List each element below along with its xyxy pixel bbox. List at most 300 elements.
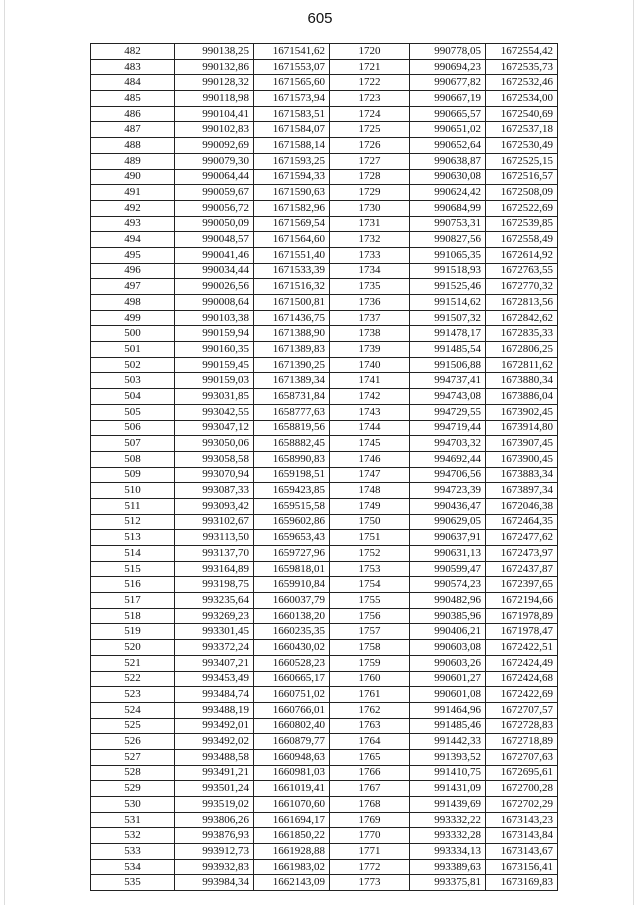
table-row	[91, 310, 558, 326]
x-coordinate-right: 990601,08	[410, 687, 486, 703]
point-number-right: 1769	[330, 812, 410, 828]
y-coordinate-right: 1673143,23	[486, 812, 558, 828]
point-number-left: 511	[91, 498, 175, 514]
x-coordinate-left: 990034,44	[175, 263, 254, 279]
point-number-right: 1735	[330, 279, 410, 295]
y-coordinate-right: 1672718,89	[486, 734, 558, 750]
x-coordinate-left: 990128,32	[175, 75, 254, 91]
point-number-right: 1720	[330, 44, 410, 60]
x-coordinate-left: 993806,26	[175, 812, 254, 828]
point-number-right: 1750	[330, 514, 410, 530]
x-coordinate-right: 993389,63	[410, 859, 486, 875]
point-number-right: 1747	[330, 467, 410, 483]
point-number-right: 1726	[330, 138, 410, 154]
x-coordinate-right: 993375,81	[410, 875, 486, 891]
point-number-left: 518	[91, 608, 175, 624]
y-coordinate-right: 1672811,62	[486, 357, 558, 373]
point-number-right: 1741	[330, 373, 410, 389]
point-number-left: 484	[91, 75, 175, 91]
y-coordinate-right: 1672728,83	[486, 718, 558, 734]
point-number-left: 529	[91, 781, 175, 797]
point-number-left: 506	[91, 420, 175, 436]
y-coordinate-left: 1660430,02	[254, 640, 330, 656]
point-number-left: 523	[91, 687, 175, 703]
x-coordinate-right: 990667,19	[410, 91, 486, 107]
x-coordinate-right: 991065,35	[410, 247, 486, 263]
y-coordinate-right: 1672422,69	[486, 687, 558, 703]
table-row	[91, 702, 558, 718]
point-number-right: 1757	[330, 624, 410, 640]
x-coordinate-right: 990753,31	[410, 216, 486, 232]
x-coordinate-left: 993484,74	[175, 687, 254, 703]
x-coordinate-right: 990652,64	[410, 138, 486, 154]
x-coordinate-right: 991464,96	[410, 702, 486, 718]
x-coordinate-left: 993488,58	[175, 749, 254, 765]
table-row	[91, 749, 558, 765]
point-number-right: 1763	[330, 718, 410, 734]
x-coordinate-right: 993334,13	[410, 844, 486, 860]
x-coordinate-right: 990482,96	[410, 593, 486, 609]
point-number-right: 1730	[330, 200, 410, 216]
y-coordinate-left: 1671564,60	[254, 232, 330, 248]
point-number-left: 534	[91, 859, 175, 875]
y-coordinate-left: 1661850,22	[254, 828, 330, 844]
y-coordinate-left: 1660802,40	[254, 718, 330, 734]
table-row	[91, 122, 558, 138]
point-number-right: 1737	[330, 310, 410, 326]
point-number-right: 1764	[330, 734, 410, 750]
point-number-left: 502	[91, 357, 175, 373]
y-coordinate-right: 1672422,51	[486, 640, 558, 656]
x-coordinate-right: 990603,26	[410, 655, 486, 671]
y-coordinate-left: 1658819,56	[254, 420, 330, 436]
point-number-right: 1732	[330, 232, 410, 248]
point-number-left: 530	[91, 797, 175, 813]
table-row	[91, 75, 558, 91]
y-coordinate-left: 1671551,40	[254, 247, 330, 263]
point-number-right: 1756	[330, 608, 410, 624]
x-coordinate-right: 990599,47	[410, 561, 486, 577]
point-number-left: 509	[91, 467, 175, 483]
x-coordinate-left: 993453,49	[175, 671, 254, 687]
y-coordinate-left: 1659818,01	[254, 561, 330, 577]
table-row	[91, 389, 558, 405]
point-number-left: 504	[91, 389, 175, 405]
x-coordinate-left: 993070,94	[175, 467, 254, 483]
point-number-right: 1721	[330, 59, 410, 75]
point-number-left: 505	[91, 404, 175, 420]
point-number-left: 507	[91, 436, 175, 452]
y-coordinate-right: 1672806,25	[486, 342, 558, 358]
point-number-left: 495	[91, 247, 175, 263]
x-coordinate-right: 994729,55	[410, 404, 486, 420]
point-number-left: 508	[91, 451, 175, 467]
point-number-right: 1768	[330, 797, 410, 813]
x-coordinate-right: 990684,99	[410, 200, 486, 216]
y-coordinate-left: 1659602,86	[254, 514, 330, 530]
table-row	[91, 404, 558, 420]
table-row	[91, 200, 558, 216]
y-coordinate-left: 1671389,83	[254, 342, 330, 358]
x-coordinate-left: 990103,38	[175, 310, 254, 326]
point-number-left: 482	[91, 44, 175, 60]
x-coordinate-left: 993164,89	[175, 561, 254, 577]
y-coordinate-right: 1672397,65	[486, 577, 558, 593]
table-row	[91, 106, 558, 122]
table-row	[91, 91, 558, 107]
point-number-left: 510	[91, 483, 175, 499]
y-coordinate-left: 1661019,41	[254, 781, 330, 797]
point-number-right: 1748	[330, 483, 410, 499]
point-number-right: 1773	[330, 875, 410, 891]
table-row	[91, 608, 558, 624]
y-coordinate-right: 1672554,42	[486, 44, 558, 60]
y-coordinate-right: 1672540,69	[486, 106, 558, 122]
table-row	[91, 420, 558, 436]
coordinates-table-body	[91, 44, 558, 891]
point-number-left: 525	[91, 718, 175, 734]
x-coordinate-right: 990406,21	[410, 624, 486, 640]
point-number-left: 494	[91, 232, 175, 248]
table-row	[91, 59, 558, 75]
table-row	[91, 232, 558, 248]
x-coordinate-left: 990159,03	[175, 373, 254, 389]
x-coordinate-right: 990631,13	[410, 546, 486, 562]
table-row	[91, 844, 558, 860]
y-coordinate-right: 1672695,61	[486, 765, 558, 781]
y-coordinate-right: 1672508,09	[486, 185, 558, 201]
y-coordinate-left: 1661983,02	[254, 859, 330, 875]
table-row	[91, 624, 558, 640]
x-coordinate-left: 990102,83	[175, 122, 254, 138]
y-coordinate-right: 1673886,04	[486, 389, 558, 405]
point-number-left: 498	[91, 295, 175, 311]
point-number-right: 1725	[330, 122, 410, 138]
y-coordinate-right: 1672702,29	[486, 797, 558, 813]
y-coordinate-left: 1658731,84	[254, 389, 330, 405]
table-row	[91, 577, 558, 593]
point-number-right: 1731	[330, 216, 410, 232]
y-coordinate-left: 1671565,60	[254, 75, 330, 91]
y-coordinate-right: 1672537,18	[486, 122, 558, 138]
y-coordinate-left: 1671573,94	[254, 91, 330, 107]
table-row	[91, 295, 558, 311]
table-row	[91, 357, 558, 373]
table-row	[91, 530, 558, 546]
y-coordinate-left: 1671541,62	[254, 44, 330, 60]
table-row	[91, 326, 558, 342]
table-row	[91, 342, 558, 358]
x-coordinate-left: 993876,93	[175, 828, 254, 844]
x-coordinate-left: 993102,67	[175, 514, 254, 530]
x-coordinate-left: 990041,46	[175, 247, 254, 263]
point-number-right: 1724	[330, 106, 410, 122]
table-row	[91, 546, 558, 562]
point-number-right: 1739	[330, 342, 410, 358]
x-coordinate-left: 990092,69	[175, 138, 254, 154]
x-coordinate-right: 990630,08	[410, 169, 486, 185]
y-coordinate-right: 1672539,85	[486, 216, 558, 232]
page-number: 605	[307, 10, 333, 27]
y-coordinate-right: 1672842,62	[486, 310, 558, 326]
point-number-right: 1758	[330, 640, 410, 656]
table-row	[91, 247, 558, 263]
table-row	[91, 467, 558, 483]
y-coordinate-left: 1671588,14	[254, 138, 330, 154]
y-coordinate-right: 1673143,67	[486, 844, 558, 860]
x-coordinate-left: 993372,24	[175, 640, 254, 656]
y-coordinate-left: 1671533,39	[254, 263, 330, 279]
table-row	[91, 828, 558, 844]
y-coordinate-left: 1671590,63	[254, 185, 330, 201]
point-number-left: 527	[91, 749, 175, 765]
x-coordinate-left: 993058,58	[175, 451, 254, 467]
point-number-left: 497	[91, 279, 175, 295]
x-coordinate-left: 993491,21	[175, 765, 254, 781]
y-coordinate-left: 1659515,58	[254, 498, 330, 514]
scan-edge-right	[633, 0, 634, 905]
point-number-left: 496	[91, 263, 175, 279]
point-number-left: 491	[91, 185, 175, 201]
point-number-right: 1772	[330, 859, 410, 875]
table-row	[91, 812, 558, 828]
y-coordinate-left: 1660766,01	[254, 702, 330, 718]
point-number-left: 519	[91, 624, 175, 640]
point-number-left: 488	[91, 138, 175, 154]
y-coordinate-right: 1672707,63	[486, 749, 558, 765]
y-coordinate-left: 1671389,34	[254, 373, 330, 389]
point-number-left: 524	[91, 702, 175, 718]
point-number-right: 1754	[330, 577, 410, 593]
y-coordinate-right: 1673156,41	[486, 859, 558, 875]
y-coordinate-right: 1672473,97	[486, 546, 558, 562]
x-coordinate-right: 990778,05	[410, 44, 486, 60]
y-coordinate-left: 1659910,84	[254, 577, 330, 593]
table-row	[91, 640, 558, 656]
point-number-left: 512	[91, 514, 175, 530]
point-number-left: 499	[91, 310, 175, 326]
y-coordinate-right: 1672424,49	[486, 655, 558, 671]
table-row	[91, 655, 558, 671]
point-number-left: 513	[91, 530, 175, 546]
y-coordinate-right: 1672530,49	[486, 138, 558, 154]
table-row	[91, 138, 558, 154]
point-number-left: 520	[91, 640, 175, 656]
x-coordinate-right: 990637,91	[410, 530, 486, 546]
y-coordinate-left: 1671584,07	[254, 122, 330, 138]
point-number-left: 492	[91, 200, 175, 216]
x-coordinate-right: 990827,56	[410, 232, 486, 248]
table-row	[91, 734, 558, 750]
table-row	[91, 687, 558, 703]
x-coordinate-right: 994737,41	[410, 373, 486, 389]
point-number-right: 1722	[330, 75, 410, 91]
table-row	[91, 263, 558, 279]
x-coordinate-left: 993113,50	[175, 530, 254, 546]
point-number-left: 486	[91, 106, 175, 122]
table-row	[91, 373, 558, 389]
y-coordinate-right: 1673143,84	[486, 828, 558, 844]
x-coordinate-right: 990694,23	[410, 59, 486, 75]
point-number-left: 532	[91, 828, 175, 844]
point-number-right: 1753	[330, 561, 410, 577]
y-coordinate-left: 1660235,35	[254, 624, 330, 640]
point-number-left: 516	[91, 577, 175, 593]
x-coordinate-right: 993332,28	[410, 828, 486, 844]
point-number-right: 1736	[330, 295, 410, 311]
x-coordinate-left: 990048,57	[175, 232, 254, 248]
y-coordinate-left: 1661070,60	[254, 797, 330, 813]
point-number-left: 483	[91, 59, 175, 75]
y-coordinate-right: 1672763,55	[486, 263, 558, 279]
x-coordinate-left: 993137,70	[175, 546, 254, 562]
y-coordinate-left: 1659727,96	[254, 546, 330, 562]
x-coordinate-left: 990118,98	[175, 91, 254, 107]
y-coordinate-left: 1660981,03	[254, 765, 330, 781]
y-coordinate-right: 1671978,89	[486, 608, 558, 624]
point-number-left: 522	[91, 671, 175, 687]
table-row	[91, 765, 558, 781]
point-number-right: 1742	[330, 389, 410, 405]
x-coordinate-left: 993042,55	[175, 404, 254, 420]
y-coordinate-left: 1671553,07	[254, 59, 330, 75]
table-row	[91, 859, 558, 875]
point-number-right: 1744	[330, 420, 410, 436]
point-number-right: 1729	[330, 185, 410, 201]
y-coordinate-left: 1671436,75	[254, 310, 330, 326]
point-number-left: 531	[91, 812, 175, 828]
x-coordinate-right: 990677,82	[410, 75, 486, 91]
x-coordinate-right: 991485,46	[410, 718, 486, 734]
x-coordinate-left: 990160,35	[175, 342, 254, 358]
y-coordinate-right: 1672813,56	[486, 295, 558, 311]
coordinates-table	[90, 43, 558, 891]
point-number-left: 490	[91, 169, 175, 185]
x-coordinate-left: 990050,09	[175, 216, 254, 232]
y-coordinate-right: 1672707,57	[486, 702, 558, 718]
point-number-right: 1760	[330, 671, 410, 687]
x-coordinate-left: 993031,85	[175, 389, 254, 405]
point-number-left: 501	[91, 342, 175, 358]
point-number-right: 1767	[330, 781, 410, 797]
table-row	[91, 216, 558, 232]
x-coordinate-left: 993519,02	[175, 797, 254, 813]
point-number-left: 528	[91, 765, 175, 781]
point-number-left: 517	[91, 593, 175, 609]
table-row	[91, 436, 558, 452]
y-coordinate-left: 1671569,54	[254, 216, 330, 232]
y-coordinate-left: 1658882,45	[254, 436, 330, 452]
x-coordinate-left: 993269,23	[175, 608, 254, 624]
point-number-right: 1727	[330, 153, 410, 169]
x-coordinate-right: 994692,44	[410, 451, 486, 467]
x-coordinate-left: 990138,25	[175, 44, 254, 60]
y-coordinate-left: 1659423,85	[254, 483, 330, 499]
table-row	[91, 561, 558, 577]
y-coordinate-right: 1673914,80	[486, 420, 558, 436]
point-number-right: 1751	[330, 530, 410, 546]
x-coordinate-right: 990601,27	[410, 671, 486, 687]
x-coordinate-right: 991439,69	[410, 797, 486, 813]
x-coordinate-left: 993198,75	[175, 577, 254, 593]
y-coordinate-right: 1672835,33	[486, 326, 558, 342]
x-coordinate-left: 990079,30	[175, 153, 254, 169]
point-number-right: 1766	[330, 765, 410, 781]
y-coordinate-left: 1671594,33	[254, 169, 330, 185]
x-coordinate-right: 994723,39	[410, 483, 486, 499]
x-coordinate-right: 991525,46	[410, 279, 486, 295]
point-number-left: 535	[91, 875, 175, 891]
x-coordinate-left: 993050,06	[175, 436, 254, 452]
y-coordinate-right: 1673880,34	[486, 373, 558, 389]
point-number-right: 1745	[330, 436, 410, 452]
x-coordinate-right: 993332,22	[410, 812, 486, 828]
x-coordinate-right: 990436,47	[410, 498, 486, 514]
point-number-right: 1752	[330, 546, 410, 562]
y-coordinate-left: 1671582,96	[254, 200, 330, 216]
point-number-right: 1723	[330, 91, 410, 107]
y-coordinate-right: 1672437,87	[486, 561, 558, 577]
point-number-right: 1749	[330, 498, 410, 514]
y-coordinate-right: 1672046,38	[486, 498, 558, 514]
x-coordinate-left: 993492,02	[175, 734, 254, 750]
table-row	[91, 781, 558, 797]
y-coordinate-right: 1672464,35	[486, 514, 558, 530]
table-row	[91, 514, 558, 530]
y-coordinate-left: 1671593,25	[254, 153, 330, 169]
point-number-right: 1765	[330, 749, 410, 765]
x-coordinate-right: 991514,62	[410, 295, 486, 311]
x-coordinate-right: 990603,08	[410, 640, 486, 656]
y-coordinate-right: 1673907,45	[486, 436, 558, 452]
point-number-left: 489	[91, 153, 175, 169]
point-number-left: 514	[91, 546, 175, 562]
table-row	[91, 671, 558, 687]
y-coordinate-right: 1671978,47	[486, 624, 558, 640]
x-coordinate-right: 991442,33	[410, 734, 486, 750]
point-number-right: 1734	[330, 263, 410, 279]
point-number-right: 1743	[330, 404, 410, 420]
x-coordinate-left: 990026,56	[175, 279, 254, 295]
y-coordinate-left: 1661694,17	[254, 812, 330, 828]
x-coordinate-right: 991506,88	[410, 357, 486, 373]
point-number-left: 533	[91, 844, 175, 860]
table-row	[91, 279, 558, 295]
y-coordinate-right: 1672614,92	[486, 247, 558, 263]
point-number-right: 1746	[330, 451, 410, 467]
x-coordinate-right: 991478,17	[410, 326, 486, 342]
x-coordinate-left: 993501,24	[175, 781, 254, 797]
point-number-left: 521	[91, 655, 175, 671]
y-coordinate-right: 1672516,57	[486, 169, 558, 185]
x-coordinate-right: 994719,44	[410, 420, 486, 436]
y-coordinate-left: 1658777,63	[254, 404, 330, 420]
point-number-left: 487	[91, 122, 175, 138]
table-row	[91, 718, 558, 734]
y-coordinate-left: 1671388,90	[254, 326, 330, 342]
table-row	[91, 483, 558, 499]
table-row	[91, 797, 558, 813]
y-coordinate-right: 1673897,34	[486, 483, 558, 499]
scan-edge-left	[4, 0, 5, 905]
y-coordinate-left: 1660138,20	[254, 608, 330, 624]
x-coordinate-right: 991507,32	[410, 310, 486, 326]
x-coordinate-right: 994703,32	[410, 436, 486, 452]
y-coordinate-right: 1672770,32	[486, 279, 558, 295]
y-coordinate-right: 1673902,45	[486, 404, 558, 420]
y-coordinate-left: 1660751,02	[254, 687, 330, 703]
x-coordinate-left: 993932,83	[175, 859, 254, 875]
